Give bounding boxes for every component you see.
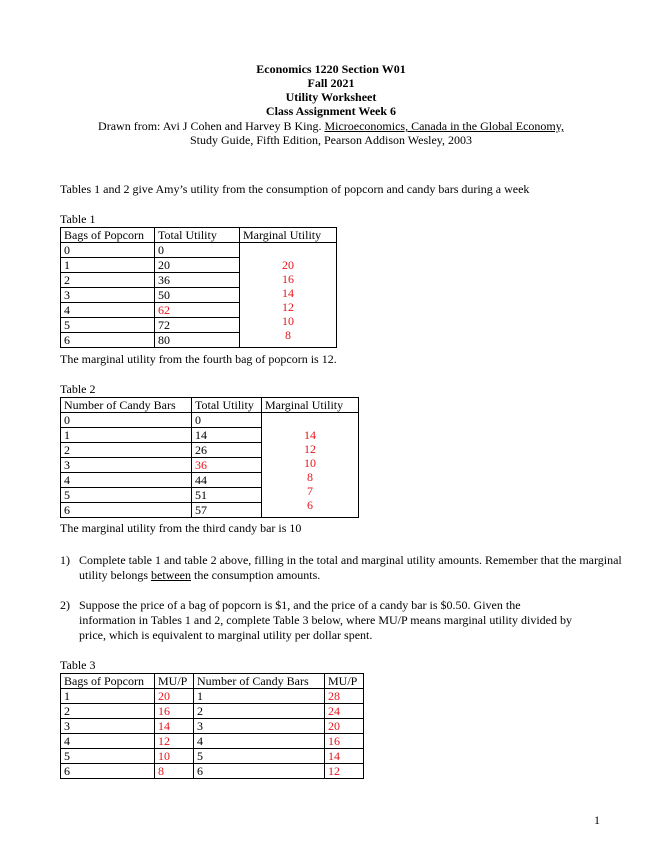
table3-candy-mup-cell: 14: [325, 749, 364, 764]
table1-caption: Table 1: [60, 212, 96, 226]
table-row: [61, 413, 359, 428]
table3-header-popcorn-mup: MU/P: [155, 674, 194, 689]
table3-candy-cell: 6: [194, 764, 325, 779]
question1-text-pre: Complete table 1 and table 2 above, filling in the total and marginal utility amounts. Remember that the marginal utility belongs: [79, 553, 622, 582]
table3-popcorn-cell: 2: [61, 704, 155, 719]
table3-header-candy: Number of Candy Bars: [194, 674, 325, 689]
table3-popcorn-mup-cell: 8: [155, 764, 194, 779]
doc-title-course: Economics 1220 Section W01: [256, 62, 406, 76]
table1-total-cell: 20: [155, 258, 240, 273]
table2-quantity-cell: 6: [61, 503, 192, 518]
table1-marginal-value: 12: [282, 300, 294, 314]
table2-note: The marginal utility from the third candy bar is 10: [60, 521, 302, 535]
table1-marginal-value: 14: [282, 286, 294, 300]
question2-number: 2): [60, 598, 70, 612]
table1-total-cell: 72: [155, 318, 240, 333]
table3-header-popcorn: Bags of Popcorn: [61, 674, 155, 689]
doc-title-term: Fall 2021: [307, 76, 355, 90]
table3-candy-cell: 5: [194, 749, 325, 764]
table1: [60, 227, 337, 348]
table-row: [61, 704, 364, 719]
table3-popcorn-cell: 1: [61, 689, 155, 704]
table-row: [61, 734, 364, 749]
table3-popcorn-cell: 4: [61, 734, 155, 749]
table1-marginal-value: 10: [282, 314, 294, 328]
table-row: [61, 764, 364, 779]
table2-marginal-list: [262, 428, 358, 512]
table2-marginal-value: 8: [307, 470, 313, 484]
table3-candy-cell: 4: [194, 734, 325, 749]
table2-total-cell: 26: [192, 443, 262, 458]
table1-quantity-cell: 2: [61, 273, 155, 288]
table1-marginal-value: 8: [285, 328, 291, 342]
table2-header-row: [61, 398, 359, 413]
table3-candy-cell: 1: [194, 689, 325, 704]
doc-source-edition: Study Guide, Fifth Edition, Pearson Addison Wesley, 2003: [189, 133, 473, 147]
question1-text: [79, 553, 624, 583]
table3: [60, 673, 364, 779]
table2-header-marginal: Marginal Utility: [262, 398, 359, 413]
table1-quantity-cell: 3: [61, 288, 155, 303]
table3-candy-mup-cell: 24: [325, 704, 364, 719]
table3-candy-mup-cell: 28: [325, 689, 364, 704]
page-number: 1: [594, 813, 600, 827]
table2-header-total: Total Utility: [192, 398, 262, 413]
table2-quantity-cell: 3: [61, 458, 192, 473]
table2-marginal-value: 14: [304, 428, 316, 442]
table1-total-cell: 36: [155, 273, 240, 288]
table2-total-cell: 57: [192, 503, 262, 518]
table3-popcorn-cell: 5: [61, 749, 155, 764]
table2-marginal-value: 12: [304, 442, 316, 456]
table2-total-cell: 51: [192, 488, 262, 503]
table1-header-marginal: Marginal Utility: [240, 228, 337, 243]
table1-quantity-cell: 0: [61, 243, 155, 258]
table-row: [61, 689, 364, 704]
table1-marginal-list: [240, 258, 336, 342]
table2-total-cell: 0: [192, 413, 262, 428]
table3-header-row: [61, 674, 364, 689]
table-row: [61, 243, 337, 258]
table2-quantity-cell: 1: [61, 428, 192, 443]
table2-quantity-cell: 4: [61, 473, 192, 488]
table1-total-cell: 80: [155, 333, 240, 348]
question1-number: 1): [60, 553, 70, 567]
table2-quantity-cell: 2: [61, 443, 192, 458]
table2-quantity-cell: 5: [61, 488, 192, 503]
table-row: [61, 749, 364, 764]
table1-header-quantity: Bags of Popcorn: [61, 228, 155, 243]
table1-total-cell: 50: [155, 288, 240, 303]
doc-title-worksheet: Utility Worksheet: [285, 90, 377, 104]
table2-caption: Table 2: [60, 382, 96, 396]
table3-candy-cell: 2: [194, 704, 325, 719]
table2-total-cell: 36: [192, 458, 262, 473]
table2: [60, 397, 359, 518]
table1-header-row: [61, 228, 337, 243]
table1-marginal-column: [240, 243, 337, 348]
table1-marginal-value: 16: [282, 272, 294, 286]
table3-candy-cell: 3: [194, 719, 325, 734]
table2-quantity-cell: 0: [61, 413, 192, 428]
table3-header-candy-mup: MU/P: [325, 674, 364, 689]
doc-title-assignment: Class Assignment Week 6: [265, 104, 397, 118]
table1-quantity-cell: 4: [61, 303, 155, 318]
table1-quantity-cell: 5: [61, 318, 155, 333]
source-prefix: Drawn from: Avi J Cohen and Harvey B King.: [98, 119, 325, 133]
table3-candy-mup-cell: 12: [325, 764, 364, 779]
intro-text: Tables 1 and 2 give Amy’s utility from the consumption of popcorn and candy bars during a week: [60, 182, 530, 196]
table1-marginal-value: 20: [282, 258, 294, 272]
source-book-title: Microeconomics, Canada in the Global Economy,: [324, 119, 564, 133]
table2-total-cell: 14: [192, 428, 262, 443]
table1-note: The marginal utility from the fourth bag of popcorn is 12.: [60, 352, 337, 366]
table2-marginal-value: 7: [307, 484, 313, 498]
table3-candy-mup-cell: 16: [325, 734, 364, 749]
table2-marginal-value: 6: [307, 498, 313, 512]
question1-text-post: the consumption amounts.: [190, 568, 321, 582]
table2-header-quantity: Number of Candy Bars: [61, 398, 192, 413]
table3-caption: Table 3: [60, 658, 96, 672]
table3-popcorn-mup-cell: 12: [155, 734, 194, 749]
table3-popcorn-mup-cell: 10: [155, 749, 194, 764]
table3-popcorn-mup-cell: 16: [155, 704, 194, 719]
table2-marginal-column: [262, 413, 359, 518]
doc-source-line: [0, 119, 662, 133]
table1-quantity-cell: 6: [61, 333, 155, 348]
table1-quantity-cell: 1: [61, 258, 155, 273]
table1-total-cell: 62: [155, 303, 240, 318]
question1-underlined-word: between: [151, 568, 191, 582]
table1-header-total: Total Utility: [155, 228, 240, 243]
table3-candy-mup-cell: 20: [325, 719, 364, 734]
table2-marginal-value: 10: [304, 456, 316, 470]
table-row: [61, 719, 364, 734]
question2-text: Suppose the price of a bag of popcorn is $1, and the price of a candy bar is $0.50. Given the information in Tables 1 and 2, complete Table 3 below, where MU/P means marginal utility divided by price, which is equivalent to marginal utility per dollar spent.: [79, 598, 573, 642]
table3-popcorn-cell: 6: [61, 764, 155, 779]
table1-total-cell: 0: [155, 243, 240, 258]
table3-popcorn-cell: 3: [61, 719, 155, 734]
table3-popcorn-mup-cell: 20: [155, 689, 194, 704]
table2-total-cell: 44: [192, 473, 262, 488]
table3-popcorn-mup-cell: 14: [155, 719, 194, 734]
